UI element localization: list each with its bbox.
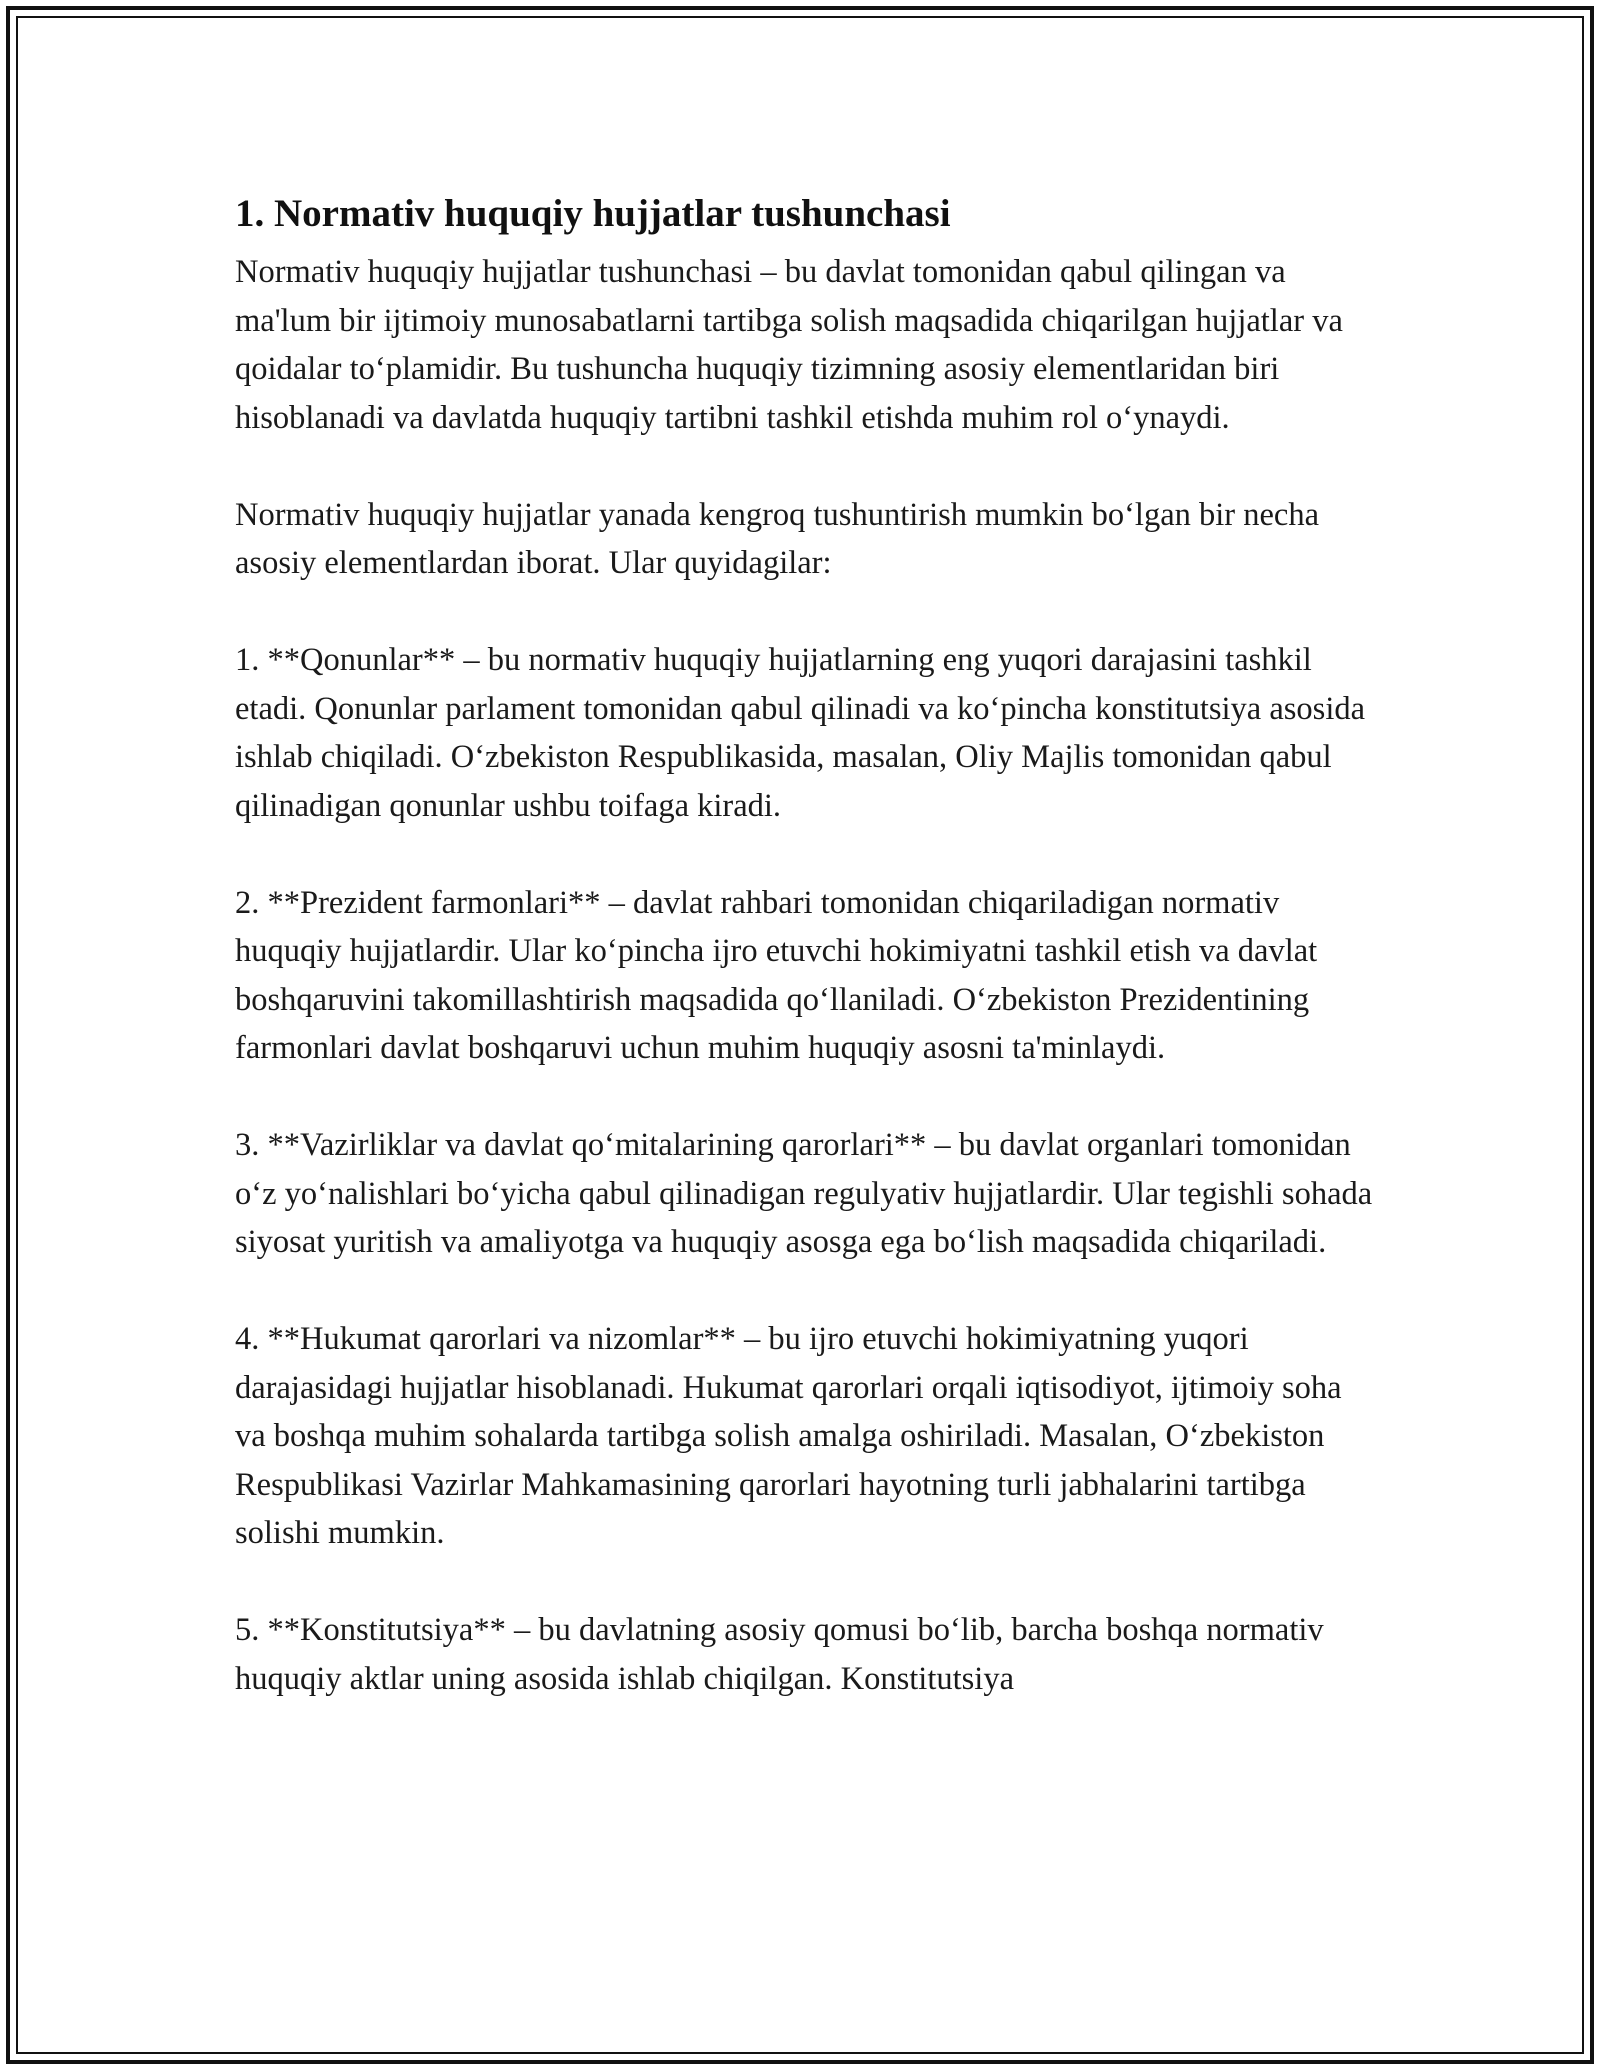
document-body <box>235 182 1375 1752</box>
paragraph-definition: Normativ huquqiy hujjatlar tushunchasi – bu davlat tomonidan qabul qilingan va ma'lum bir ijtimoiy munosabatlarni tartibga solish maqsadida chiqarilgan hujjatlar va qoidalar to‘plamidir. Bu tushuncha huquqiy tizimning asosiy elementlaridan biri hisoblanadi va davlatda huquqiy tartibni tashkil etishda muhim rol o‘ynaydi. <box>235 254 1343 436</box>
list-item-presidential-decrees: 2. **Prezident farmonlari** – davlat rahbari tomonidan chiqariladigan normativ huquqiy hujjatlardir. Ular ko‘pincha ijro etuvchi hokimiyatni tashkil etish va davlat boshqaruvini takomillashtirish maqsadida qo‘llaniladi. O‘zbekiston Prezidentining farmonlari davlat boshqaruvi uchun muhim huquqiy asosni ta'minlaydi. <box>235 884 1318 1066</box>
section-heading: 1. Normativ huquqiy hujjatlar tushunchasi <box>235 192 951 235</box>
paragraph-elements-intro: Normativ huquqiy hujjatlar yanada kengroq tushuntirish mumkin bo‘lgan bir necha asosiy elementlardan iborat. Ular quyidagilar: <box>235 496 1320 581</box>
list-item-laws: 1. **Qonunlar** – bu normativ huquqiy hujjatlarning eng yuqori darajasini tashkil etadi. Qonunlar parlament tomonidan qabul qilinadi va ko‘pincha konstitutsiya asosida ishlab chiqiladi. O‘zbekiston Respublikasida, masalan, Oliy Majlis tomonidan qabul qilinadigan qonunlar ushbu toifaga kiradi. <box>235 642 1366 824</box>
list-item-constitution: 5. **Konstitutsiya** – bu davlatning asosiy qomusi bo‘lib, barcha boshqa normativ huquqiy aktlar uning asosida ishlab chiqilgan. Konstitutsiya <box>235 1612 1324 1697</box>
list-item-government-resolutions: 4. **Hukumat qarorlari va nizomlar** – bu ijro etuvchi hokimiyatning yuqori darajasidagi hujjatlar hisoblanadi. Hukumat qarorlari orqali iqtisodiyot, ijtimoiy soha va boshqa muhim sohalarda tartibga solish amalga oshiriladi. Masalan, O‘zbekiston Respublikasi Vazirlar Mahkamasining qarorlari hayotning turli jabhalarini tartibga solishi mumkin. <box>235 1321 1342 1551</box>
list-item-ministry-resolutions: 3. **Vazirliklar va davlat qo‘mitalarining qarorlari** – bu davlat organlari tomonidan o‘z yo‘nalishlari bo‘yicha qabul qilinadigan regulyativ hujjatlardir. Ular tegishli sohada siyosat yuritish va amaliyotga va huquqiy asosga ega bo‘lish maqsadida chiqariladi. <box>235 1127 1373 1260</box>
